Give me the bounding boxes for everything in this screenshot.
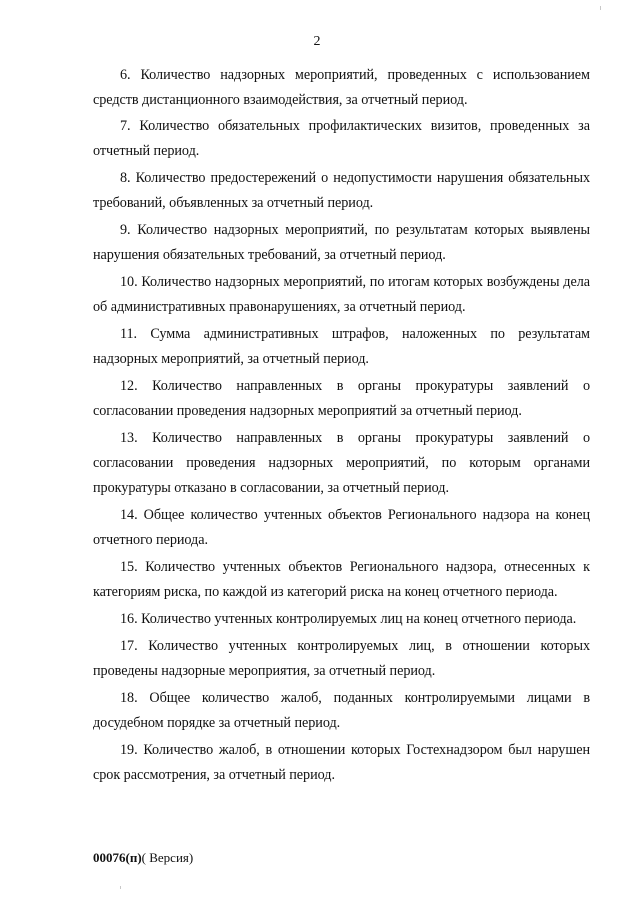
document-body bbox=[93, 63, 590, 790]
list-item-8: 8. Количество предостережений о недопустимости нарушения обязательных требований, объявленных за отчетный период. bbox=[93, 170, 590, 211]
list-item-17: 17. Количество учтенных контролируемых лиц, в отношении которых проведены надзорные мероприятия, за отчетный период. bbox=[93, 638, 590, 679]
document-code: 00076(п) bbox=[93, 850, 142, 865]
list-item-10: 10. Количество надзорных мероприятий, по итогам которых возбуждены дела об административных правонарушениях, за отчетный период. bbox=[93, 274, 590, 315]
scan-artifact-bottom bbox=[120, 886, 121, 889]
list-item-6: 6. Количество надзорных мероприятий, проведенных с использованием средств дистанционного взаимодействия, за отчетный период. bbox=[93, 67, 590, 108]
scan-artifact-top bbox=[600, 6, 601, 10]
list-item-13: 13. Количество направленных в органы прокуратуры заявлений о согласовании проведения надзорных мероприятий, по которым органами прокуратуры отказано в согласовании, за отчетный период. bbox=[93, 430, 590, 496]
list-item-11: 11. Сумма административных штрафов, наложенных по результатам надзорных мероприятий, за отчетный период. bbox=[93, 326, 590, 367]
list-item-15: 15. Количество учтенных объектов Регионального надзора, отнесенных к категориям риска, по каждой из категорий риска на конец отчетного периода. bbox=[93, 559, 590, 600]
list-item-16: 16. Количество учтенных контролируемых лиц на конец отчетного периода. bbox=[120, 611, 577, 627]
list-item-9: 9. Количество надзорных мероприятий, по результатам которых выявлены нарушения обязательных требований, за отчетный период. bbox=[93, 222, 590, 263]
list-item-19: 19. Количество жалоб, в отношении которых Гостехнадзором был нарушен срок рассмотрения, за отчетный период. bbox=[93, 742, 590, 783]
list-item-12: 12. Количество направленных в органы прокуратуры заявлений о согласовании проведения надзорных мероприятий за отчетный период. bbox=[93, 378, 590, 419]
list-item-18: 18. Общее количество жалоб, поданных контролируемыми лицами в досудебном порядке за отчетный период. bbox=[93, 690, 590, 731]
document-version: ( Версия) bbox=[141, 850, 194, 865]
list-item-7: 7. Количество обязательных профилактических визитов, проведенных за отчетный период. bbox=[93, 118, 590, 159]
document-footer bbox=[93, 850, 193, 866]
page-number: 2 bbox=[313, 34, 321, 49]
list-item-14: 14. Общее количество учтенных объектов Регионального надзора на конец отчетного периода. bbox=[93, 507, 590, 548]
